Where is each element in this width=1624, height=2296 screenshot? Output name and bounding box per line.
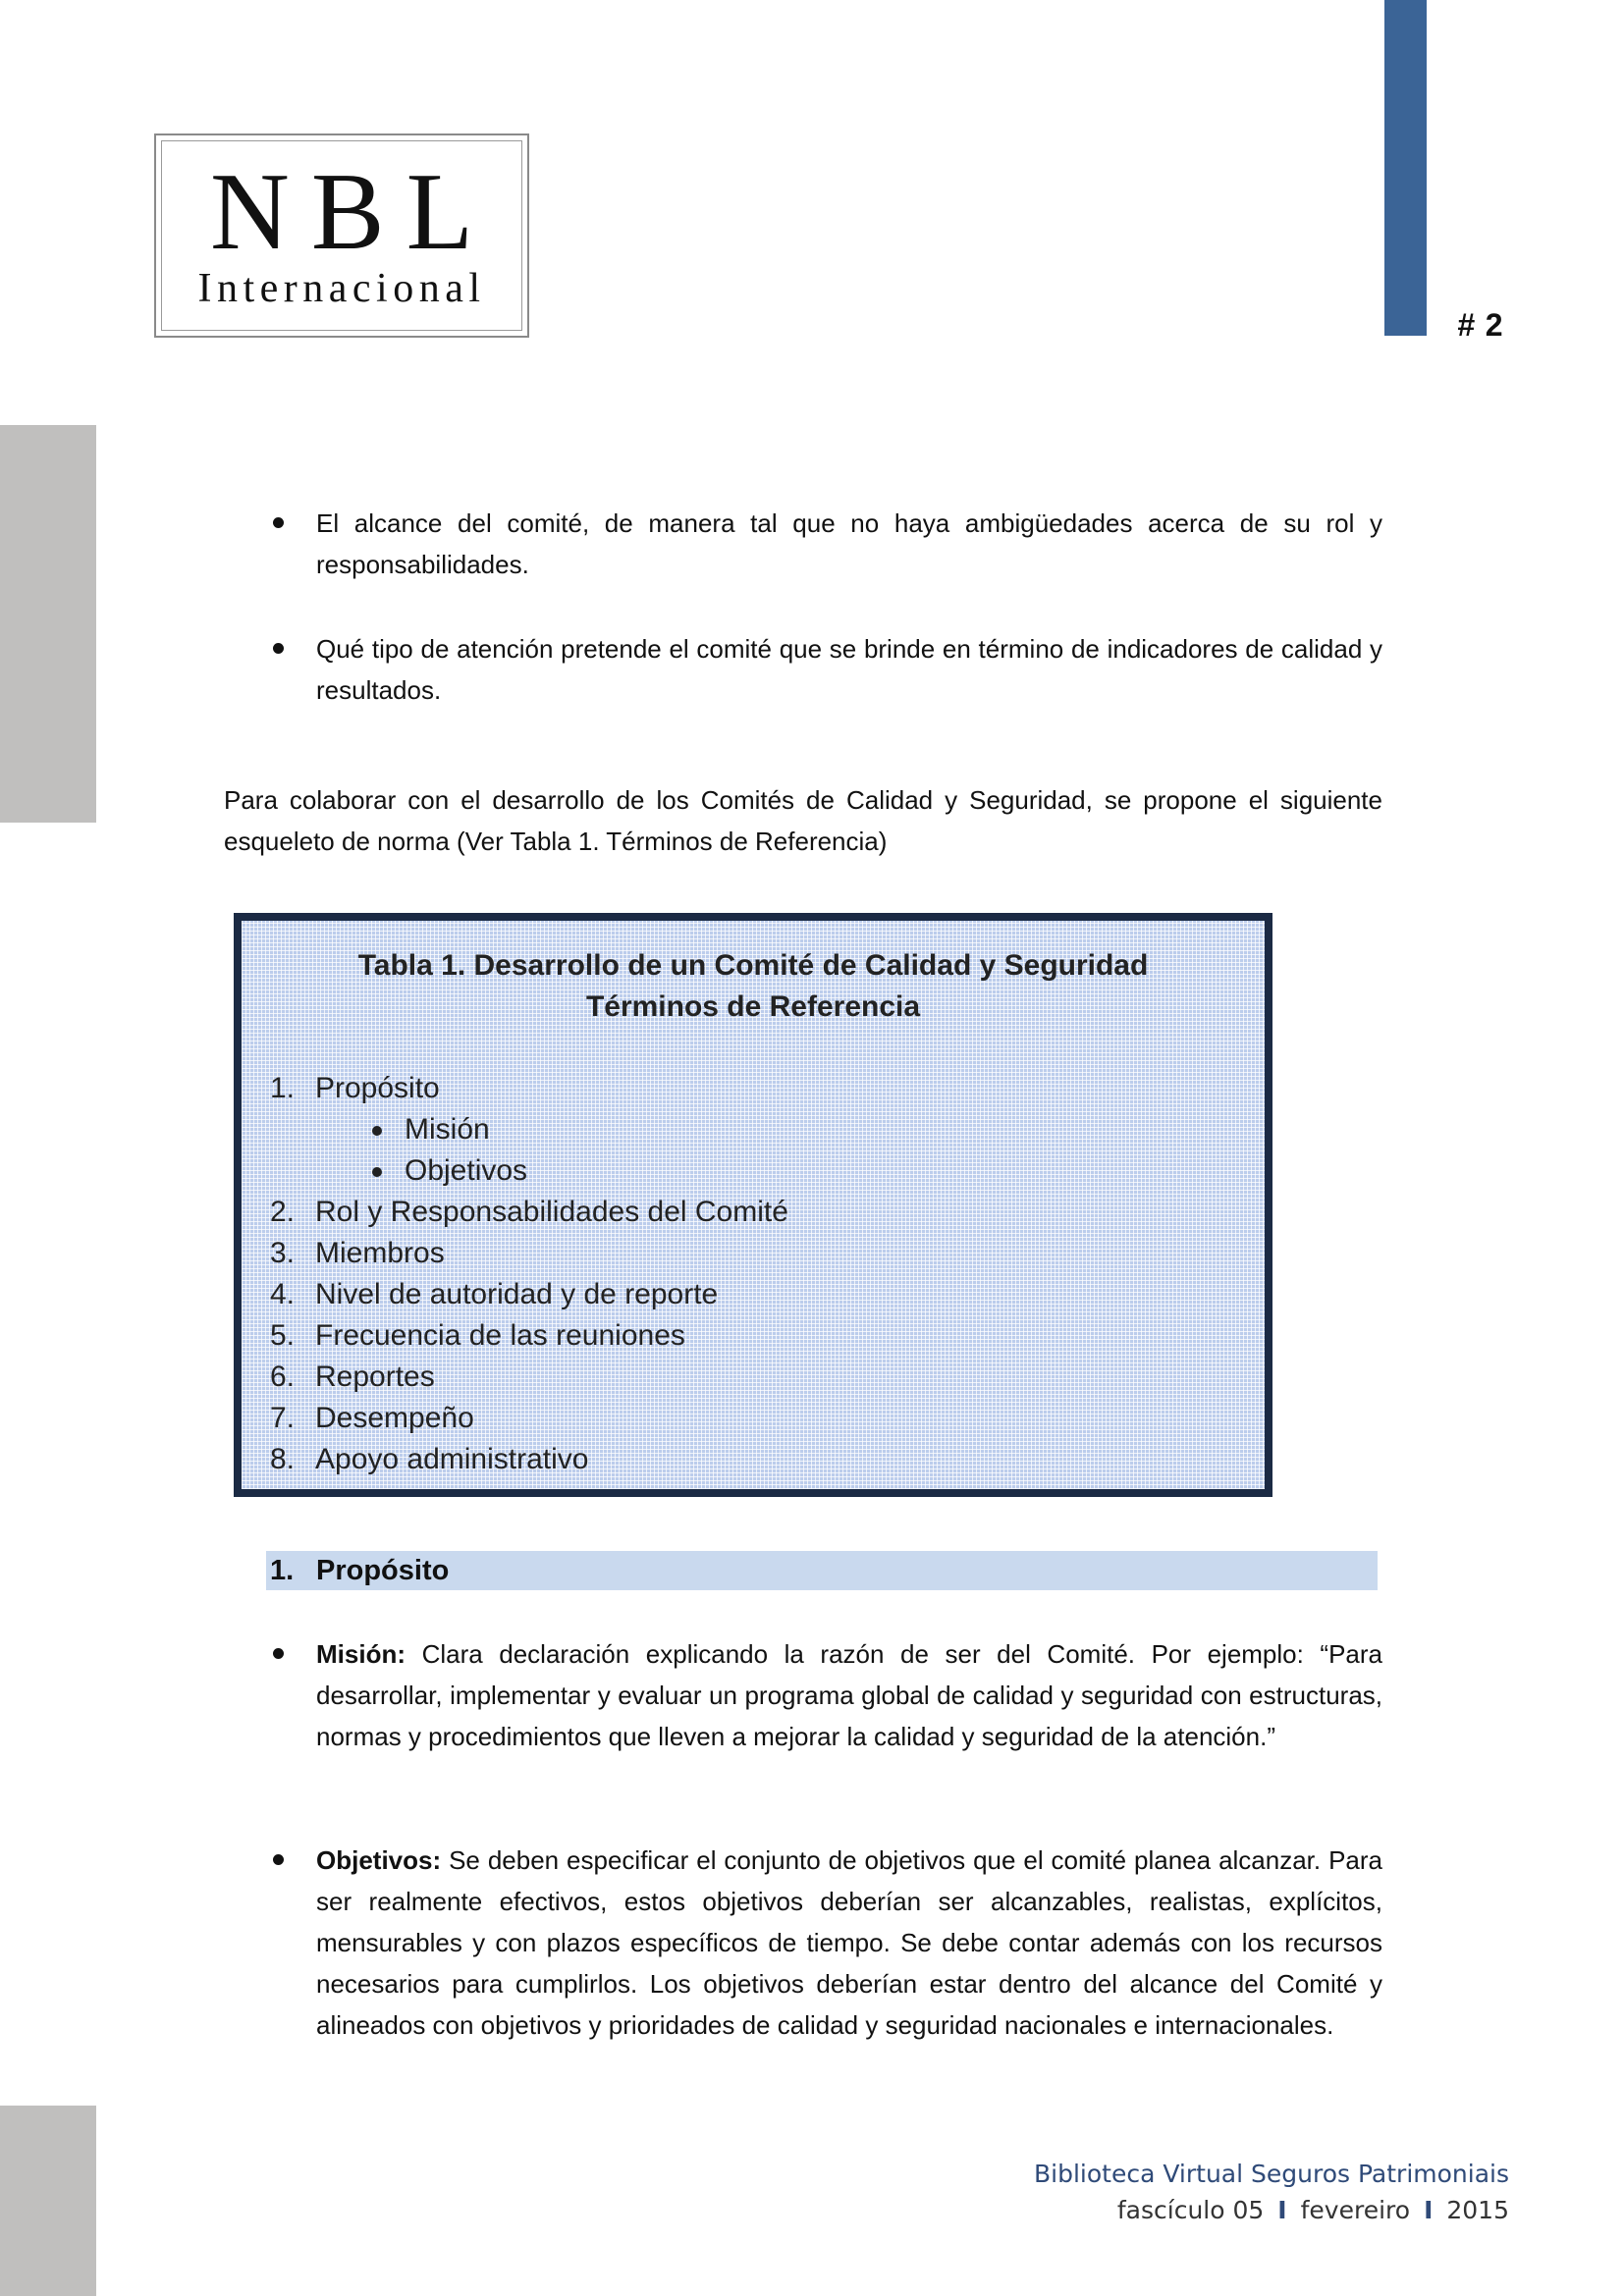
table-item — [242, 1357, 1265, 1398]
objetivos-bullet — [316, 1840, 1382, 2046]
section-title: Propósito — [316, 1555, 450, 1586]
subitem-label: Misión — [405, 1113, 490, 1146]
item-label: Apoyo administrativo — [315, 1443, 589, 1475]
bullet-icon — [372, 1126, 382, 1136]
table-subitem — [242, 1150, 1265, 1192]
page-number-value: 2 — [1485, 307, 1504, 343]
separator: I — [1277, 2196, 1287, 2224]
side-bar-bottom — [0, 2106, 96, 2296]
section-number: 1. — [270, 1555, 295, 1586]
bullet-item — [316, 503, 1382, 585]
table-item — [242, 1233, 1265, 1274]
item-number: 4. — [270, 1278, 296, 1310]
hash-symbol: # — [1457, 307, 1476, 343]
footer-publication: Biblioteca Virtual Seguros Patrimoniais — [1034, 2160, 1509, 2188]
item-number: 3. — [270, 1237, 296, 1269]
item-label: Propósito — [315, 1072, 440, 1104]
table-item — [242, 1398, 1265, 1439]
term-description: Se deben especificar el conjunto de objetivos que el comité planea alcanzar. Para ser realmente efectivos, estos objetivos deberían ser alcanzables, realistas, explícitos, mensurables y con plazos específicos de tiempo. Se debe contar además con los recursos necesarios para cumplirlos. Los objetivos deberían estar dentro del alcance del Comité y alineados con objetivos y prioridades de calidad y seguridad nacionales e internacionales. — [316, 1845, 1382, 2040]
table-item — [242, 1068, 1265, 1109]
table-subtitle: Términos de Referencia — [585, 990, 921, 1023]
term-description: Clara declaración explicando la razón de ser del Comité. Por ejemplo: “Para desarrollar, implementar y evaluar un programa global de calidad y seguridad con estructuras, normas y procedimientos que lleven a mejorar la calidad y seguridad de la atención.” — [316, 1639, 1382, 1751]
bullet-icon — [273, 517, 284, 528]
term-label: Objetivos: — [316, 1845, 442, 1875]
table-subitem — [242, 1109, 1265, 1150]
bullet-icon — [273, 643, 284, 654]
side-bar-top — [0, 425, 96, 823]
separator: I — [1424, 2196, 1434, 2224]
table-item — [242, 1315, 1265, 1357]
item-number: 1. — [270, 1072, 296, 1104]
item-label: Frecuencia de las reuniones — [315, 1319, 685, 1352]
item-number: 8. — [270, 1443, 296, 1475]
item-label: Rol y Responsabilidades del Comité — [315, 1196, 788, 1228]
bullet-icon — [273, 1648, 284, 1659]
table-item — [242, 1274, 1265, 1315]
table-item-list — [242, 1068, 1265, 1480]
bullet-icon — [372, 1167, 382, 1177]
section-heading — [266, 1551, 1378, 1590]
table-item — [242, 1439, 1265, 1480]
item-number: 6. — [270, 1361, 296, 1393]
terms-of-reference-table — [234, 913, 1272, 1497]
item-label: Desempeño — [315, 1402, 474, 1434]
item-label: Nivel de autoridad y de reporte — [315, 1278, 719, 1310]
item-label: Miembros — [315, 1237, 445, 1269]
footer-year: 2015 — [1446, 2196, 1509, 2224]
nbl-logo — [154, 133, 529, 338]
bullet-icon — [273, 1854, 284, 1865]
table-item — [242, 1192, 1265, 1233]
item-number: 7. — [270, 1402, 296, 1434]
table-title: Tabla 1. Desarrollo de un Comité de Calidad y Seguridad — [357, 949, 1149, 982]
item-label: Reportes — [315, 1361, 435, 1393]
bullet-text: Qué tipo de atención pretende el comité que se brinde en término de indicadores de calidad y resultados. — [316, 634, 1382, 705]
logo-main-text: NBL — [210, 151, 495, 273]
subitem-label: Objetivos — [405, 1154, 528, 1187]
page-number — [1457, 307, 1504, 344]
footer-issue-info — [1117, 2196, 1509, 2224]
term-label: Misión: — [316, 1639, 406, 1669]
logo-subtitle: Internacional — [197, 266, 486, 311]
bullet-text: El alcance del comité, de manera tal que no haya ambigüedades acerca de su rol y responsabilidades. — [316, 508, 1382, 579]
item-number: 2. — [270, 1196, 296, 1228]
item-number: 5. — [270, 1319, 296, 1352]
accent-bar — [1384, 0, 1427, 336]
mision-bullet — [316, 1633, 1382, 1757]
bullet-item — [316, 628, 1382, 711]
intro-paragraph: Para colaborar con el desarrollo de los Comités de Calidad y Seguridad, se propone el siguiente esqueleto de norma (Ver Tabla 1. Términos de Referencia) — [224, 785, 1382, 856]
footer-month: fevereiro — [1300, 2196, 1411, 2224]
footer-issue: fascículo 05 — [1116, 2196, 1265, 2224]
